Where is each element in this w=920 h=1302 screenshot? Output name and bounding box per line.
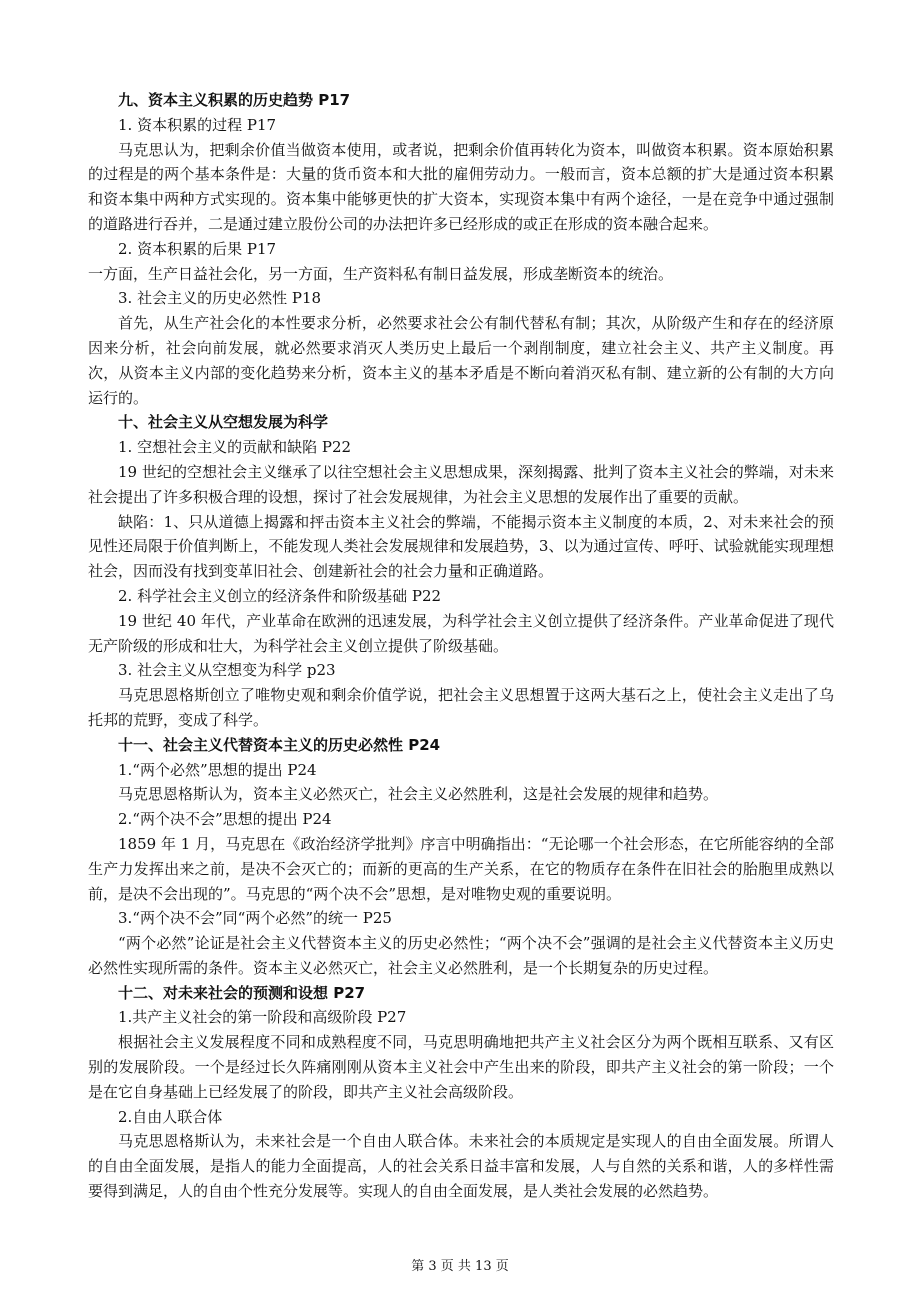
subsection-title: 3. 社会主义的历史必然性 P18 (118, 289, 322, 308)
paragraph: 马克思认为，把剩余价值当做资本使用，或者说，把剩余价值再转化为资本，叫做资本积累。资本原始积累的过程是的两个基本条件是：大量的货币资本和大批的雇佣劳动力。一般而言，资本总额的扩大是通过资本积累和资本集中两种方式实现的。资本集中能够更快的扩大资本，实现资本集中有两个途径，一是在竞争中通过强制的道路进行吞并，二是通过建立股份公司的办法把许多已经形成的或正在形成的资本融合起来。 (88, 140, 834, 233)
paragraph: 缺陷：1、只从道德上揭露和抨击资本主义社会的弊端，不能揭示资本主义制度的本质，2、对未来社会的预见性还局限于价值判断上，不能发现人类社会发展规律和发展趋势，3、以为通过宣传、呼吁、试验就能实现理想社会，因而没有找到变革旧社会、创建新社会的社会力量和正确道路。 (88, 512, 834, 581)
subsection-title: 3. 社会主义从空想变为科学 p23 (118, 661, 336, 680)
paragraph: 一方面，生产日益社会化，另一方面，生产资料私有制日益发展，形成垄断资本的统治。 (88, 264, 674, 283)
subsection-title: 2.自由人联合体 (118, 1107, 223, 1126)
section-heading: 十一、社会主义代替资本主义的历史必然性 P24 (118, 735, 441, 754)
paragraph: 根据社会主义发展程度不同和成熟程度不同，马克思明确地把共产主义社会区分为两个既相互联系、又有区别的发展阶段。一个是经过长久阵痛刚刚从资本主义社会中产生出来的阶段，即共产主义社会的第一阶段；一个是在它自身基础上已经发展了的阶段，即共产主义社会高级阶段。 (88, 1033, 834, 1101)
paragraph: 马克思恩格斯认为，资本主义必然灭亡，社会主义必然胜利，这是社会发展的规律和趋势。 (118, 785, 719, 804)
subsection-title: 3.“两个决不会”同“两个必然”的统一 P25 (118, 909, 392, 928)
paragraph: 19 世纪的空想社会主义继承了以往空想社会主义思想成果，深刻揭露、批判了资本主义社会的弊端，对未来社会提出了许多积极合理的设想，探讨了社会发展规律，为社会主义思想的发展作出了重要的贡献。 (88, 462, 834, 506)
paragraph: 首先，从生产社会化的本性要求分析，必然要求社会公有制代替私有制；其次，从阶级产生和存在的经济原因来分析，社会向前发展，就必然要求消灭人类历史上最后一个剥削制度，建立社会主义、共产主义制度。再次，从资本主义内部的变化趋势来分析，资本主义的基本矛盾是不断向着消灭私有制、建立新的公有制的大方向运行的。 (88, 314, 834, 407)
paragraph: 马克思恩格斯创立了唯物史观和剩余价值学说，把社会主义思想置于这两大基石之上，使社会主义走出了乌托邦的荒野，变成了科学。 (88, 686, 834, 729)
subsection-title: 1.“两个必然”思想的提出 P24 (118, 760, 317, 779)
paragraph: 马克思恩格斯认为，未来社会是一个自由人联合体。未来社会的本质规定是实现人的自由全面发展。所谓人的自由全面发展，是指人的能力全面提高，人的社会关系日益丰富和发展，人与自然的关系和谐，人的多样性需要得到满足，人的自由个性充分发展等。实现人的自由全面发展，是人类社会发展的必然趋势。 (88, 1132, 834, 1201)
subsection-title: 2. 科学社会主义创立的经济条件和阶级基础 P22 (118, 586, 442, 605)
section-heading: 十、社会主义从空想发展为科学 (118, 413, 329, 432)
paragraph: 1859 年 1 月，马克思在《政治经济学批判》序言中明确指出：“无论哪一个社会形态，在它所能容纳的全部生产力发挥出来之前，是决不会灭亡的；而新的更高的生产关系，在它的物质存在条件在旧社会的胎胞里成熟以前，是决不会出现的”。马克思的“两个决不会”思想，是对唯物史观的重要说明。 (88, 834, 834, 903)
section-heading: 十二、对未来社会的预测和设想 P27 (118, 983, 366, 1002)
subsection-title: 2. 资本积累的后果 P17 (118, 239, 277, 258)
document-body (88, 88, 834, 1204)
page-footer: 第 3 页 共 13 页 (411, 1259, 509, 1274)
subsection-title: 1. 空想社会主义的贡献和缺陷 P22 (118, 438, 352, 457)
subsection-title: 1. 资本积累的过程 P17 (118, 115, 277, 134)
paragraph: “两个必然”论证是社会主义代替资本主义的历史必然性；“两个决不会”强调的是社会主义代替资本主义历史必然性实现所需的条件。资本主义必然灭亡，社会主义必然胜利，是一个长期复杂的历史过程。 (88, 934, 834, 977)
subsection-title: 1.共产主义社会的第一阶段和高级阶段 P27 (118, 1008, 407, 1027)
subsection-title: 2.“两个决不会”思想的提出 P24 (118, 810, 332, 829)
section-heading: 九、资本主义积累的历史趋势 P17 (118, 91, 351, 109)
paragraph: 19 世纪 40 年代，产业革命在欧洲的迅速发展，为科学社会主义创立提供了经济条件。产业革命促进了现代无产阶级的形成和壮大，为科学社会主义创立提供了阶级基础。 (88, 611, 834, 655)
